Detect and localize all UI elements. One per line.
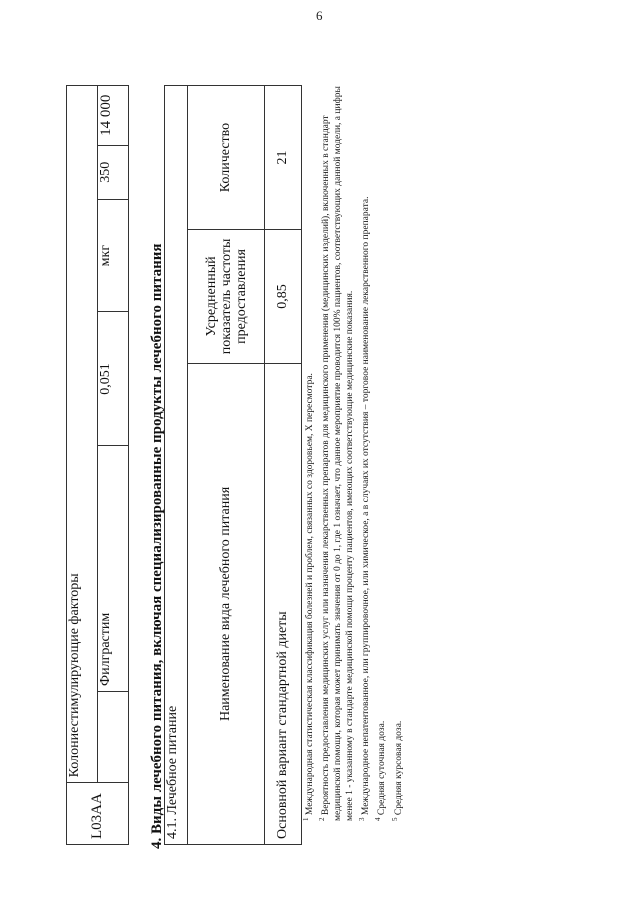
frequency-cell: 0,051 — [98, 312, 129, 446]
table-row — [67, 86, 98, 845]
nutrition-table — [164, 85, 302, 845]
diet-quantity-cell: 21 — [265, 86, 302, 230]
drug-name-cell: Филграстим — [98, 446, 129, 692]
diet-frequency-cell: 0,85 — [265, 230, 302, 364]
drug-group-cell: Колониестимулирующие факторы — [67, 86, 98, 783]
unit-cell: мкг — [98, 199, 129, 312]
footnotes — [300, 70, 405, 845]
header-quantity: Количество — [188, 86, 265, 230]
sdd-cell: 350 — [98, 145, 129, 199]
header-frequency: Усредненный показатель частоты предоставления — [188, 230, 265, 364]
subsection-title: 4.1. Лечебное питание — [165, 86, 188, 845]
header-name: Наименование вида лечебного питания — [188, 363, 265, 844]
table-row — [165, 86, 188, 845]
atc-code-cell: L03AA — [67, 783, 129, 845]
empty-cell — [98, 691, 129, 782]
table-row — [265, 86, 302, 845]
table-header-row — [188, 86, 265, 845]
footnote: $^5$ Средняя курсовая доза. — [390, 720, 404, 821]
skd-cell: 14 000 — [98, 86, 129, 146]
diet-name-cell: Основной вариант стандартной диеты — [265, 363, 302, 844]
footnote: $^4$ Средняя суточная доза. — [374, 720, 388, 821]
table-row — [98, 86, 129, 845]
footnote: $^1$ Международная статистическая классификация болезней и проблем, связанных со здоровьем, X пересмотра. — [302, 373, 316, 821]
drug-table — [66, 85, 129, 845]
section-title: 4. Виды лечебного питания, включая специализированные продукты лечебного питания — [149, 243, 165, 849]
page-number: 6 — [316, 8, 323, 23]
footnote: $^2$ Вероятность предоставления медицинских услуг или назначения лекарственных препаратов для медицинского применения (медицинских изделий), включенных в стандарт медицинской помощи, которая может принимать значения от 0 до 1, где 1 означает, что данное мероприятие проводится 100% пациентов, соответствующих данной модели, а цифры менее 1 - указанному в стандарте медицинской помощи проценту пациентов, имеющих соответствующие медицинские показания. — [318, 86, 356, 821]
footnote: $^3$ Международное непатентованное, или группировочное, или химическое, а в случаях их отсутствия – торговое наименование лекарственного препарата. — [358, 196, 372, 821]
